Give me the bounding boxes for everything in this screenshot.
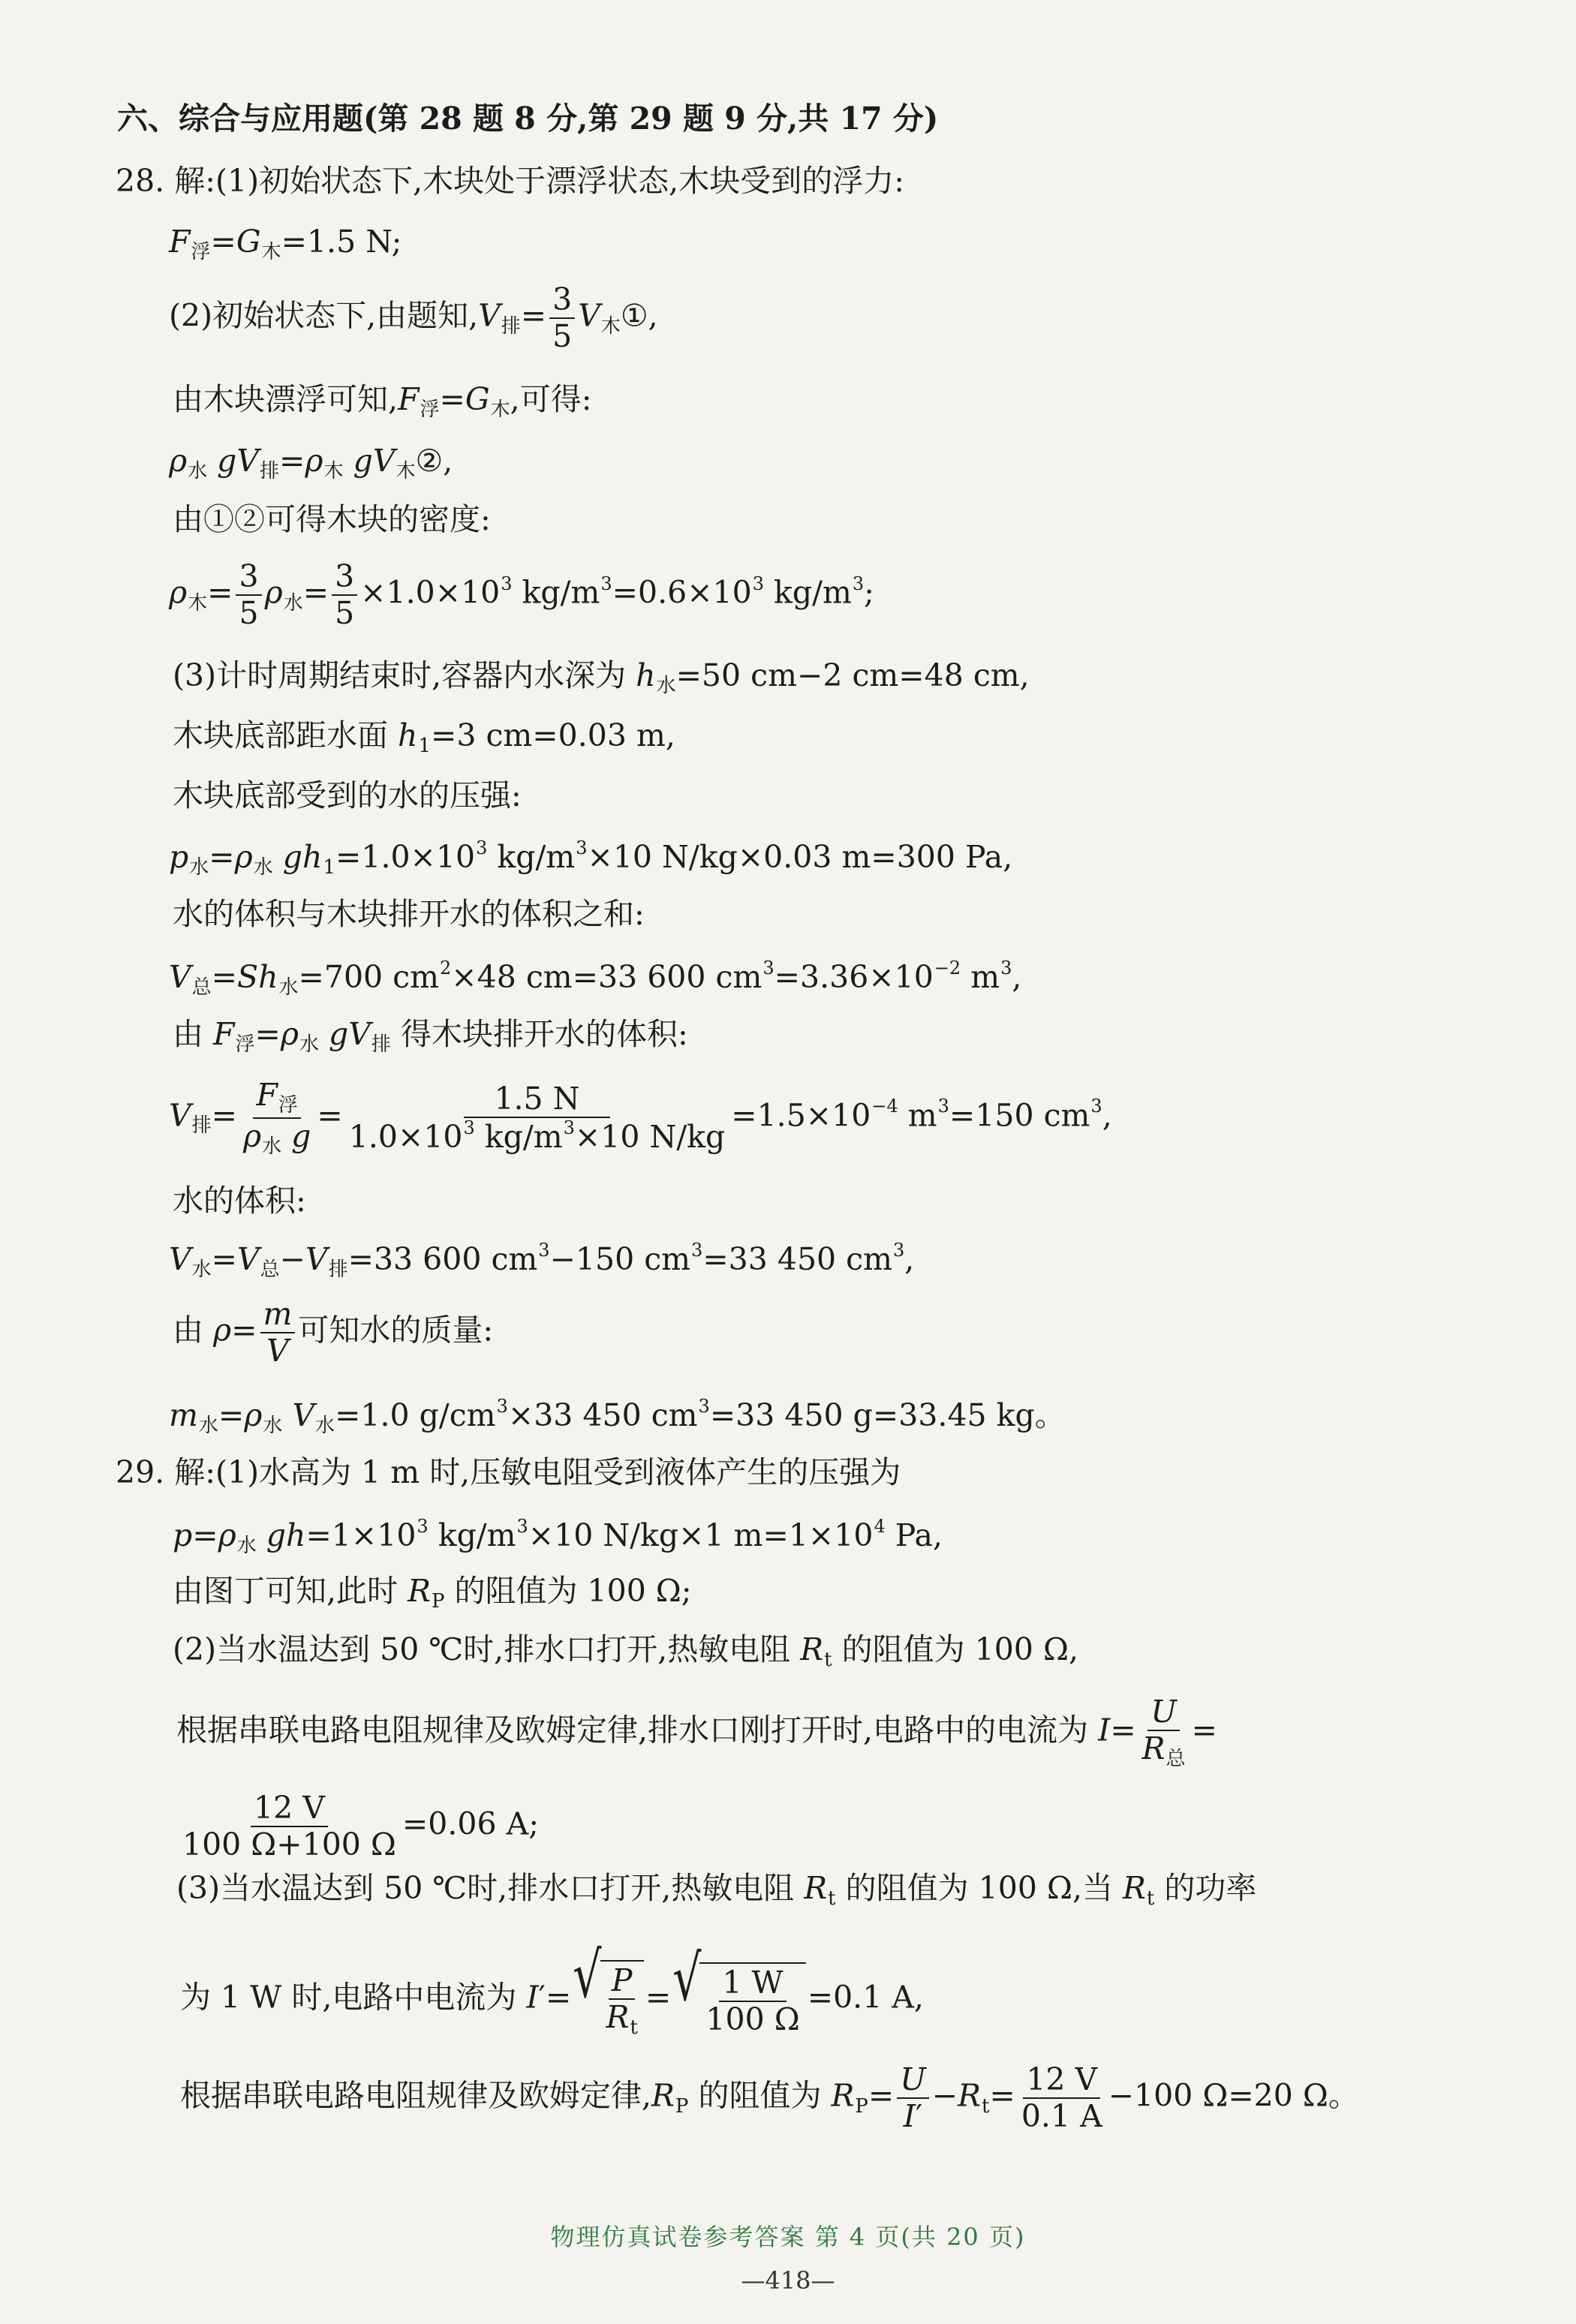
q28-line-19: $m_水=\rho_水$ $V_水=1.0$ $g/cm^3\times 33$ 450 $cm^3=33$ 450 g=33.45 kg。 — [169, 1396, 1066, 1437]
q28-line-13: $V_总=Sh_水=700$ $cm^2\times 48$ cm=33 600 $cm^3=3.36\times 10^{-2}$ $m^3$, — [169, 958, 1022, 999]
q28-line-17: $V_水=V_总-V_排=33$ 600 $cm^3-150$ $cm^3=33$ 450 $cm^3$, — [169, 1240, 915, 1281]
q28-line-6: 由①②可得木块的密度: — [173, 501, 491, 537]
q29-line-8: 为 1 W 时,电路中电流为 I′= √ $\frac{P}{R_t}$ = √ $\frac{1 W}{100 \Omega}$ =0.1 A, — [180, 1938, 924, 2040]
q28-line-8: (3)计时周期结束时,容器内水深为 $h_水=50$ cm−2 cm=48 cm, — [173, 657, 1030, 697]
q29-line-5: 根据串联电路电阻规律及欧姆定律,排水口刚打开时,电路中的电流为 I= $\frac{U}{R_总}$ = — [176, 1694, 1217, 1771]
q29-line-2: $p=\rho_水$ $gh=1\times 10^3$ $kg/m^3\times 10$ N/kg×1 $m=1\times 10^4$ Pa, — [173, 1516, 943, 1557]
q29-line-7: (3)当水温达到 50 ℃时,排水口打开,热敏电阻 $R_t$ 的阻值为 100 Ω,当 $R_t$ 的功率 — [176, 1870, 1257, 1910]
footer-caption: 物理仿真试卷参考答案 第 4 页(共 20 页) — [550, 2223, 1026, 2251]
section-title: 六、综合与应用题(第 28 题 8 分,第 29 题 9 分,共 17 分) — [117, 101, 939, 137]
q28-line-10: 木块底部受到的水的压强: — [173, 777, 522, 813]
q28-intro: 28. 解:(1)初始状态下,木块处于漂浮状态,木块受到的浮力: — [116, 163, 905, 199]
q28-line-9: 木块底部距水面 $h_1=3$ cm=0.03 m, — [173, 717, 675, 757]
q29-line-4: (2)当水温达到 50 ℃时,排水口打开,热敏电阻 $R_t$ 的阻值为 100 Ω, — [173, 1631, 1078, 1671]
q28-line-18: 由 ρ= $\frac{m}{V}$ 可知水的质量: — [173, 1296, 494, 1369]
q28-line-16: 水的体积: — [173, 1183, 306, 1219]
q29-line-3: 由图丁可知,此时 $R_P$ 的阻值为 100 Ω; — [173, 1573, 692, 1613]
q28-line-12: 水的体积与木块排开水的体积之和: — [173, 896, 645, 932]
q28-line-4: 由木块漂浮可知$,F_浮=G_木$,可得: — [173, 381, 592, 421]
q29-line-9: 根据串联电路电阻规律及欧姆定律$,R_P$ 的阻值为 $R_P=$ $\frac{U}{I'}$ $-R_t=$ $\frac{12 V}{0.1 A}$ −100 Ω=20 Ω。 — [180, 2061, 1359, 2135]
q28-line-3: (2)初始状态下,由题知$,V_排=$ $\frac{3}{5}$ $V_木①$, — [169, 281, 658, 355]
q29-line-6: $\frac{12 V}{100 \Omega+100 \Omega}$ =0.06 A; — [182, 1790, 540, 1863]
page-number: —418— — [741, 2266, 835, 2295]
q28-line-5: $\rho_水$ $gV_排=\rho_木$ $gV_木②$, — [169, 443, 453, 483]
q29-intro: 29. 解:(1)水高为 1 m 时,压敏电阻受到液体产生的压强为 — [116, 1454, 901, 1490]
q28-line-2: $F_浮=G_木=1.5$ N; — [169, 224, 402, 263]
q28-line-14: 由 $F_浮=\rho_水$ $gV_排$ 得木块排开水的体积: — [173, 1016, 688, 1056]
q28-line-15: $V_排=$ $\frac{F_浮}{\rho_水 g}$ = $\frac{1.5 N}{1.0\times 10^3 kg/m^3\times 10 N/kg}$ $=1.5\times 10^{-4}$ $m^3=150$ $cm^3$, — [169, 1077, 1112, 1158]
q28-line-7: $\rho_木=$ $\frac{3}{5}$ $\rho_水=$ $\frac{3}{5}$ $\times 1.0\times 10^3$ $kg/m^3=0.6\times 10^3$ $kg/m^3$; — [169, 558, 874, 632]
q28-line-11: $p_水=\rho_水$ $gh_1=1.0\times 10^3$ $kg/m^3\times 10$ N/kg×0.03 m=300 Pa, — [169, 837, 1013, 879]
